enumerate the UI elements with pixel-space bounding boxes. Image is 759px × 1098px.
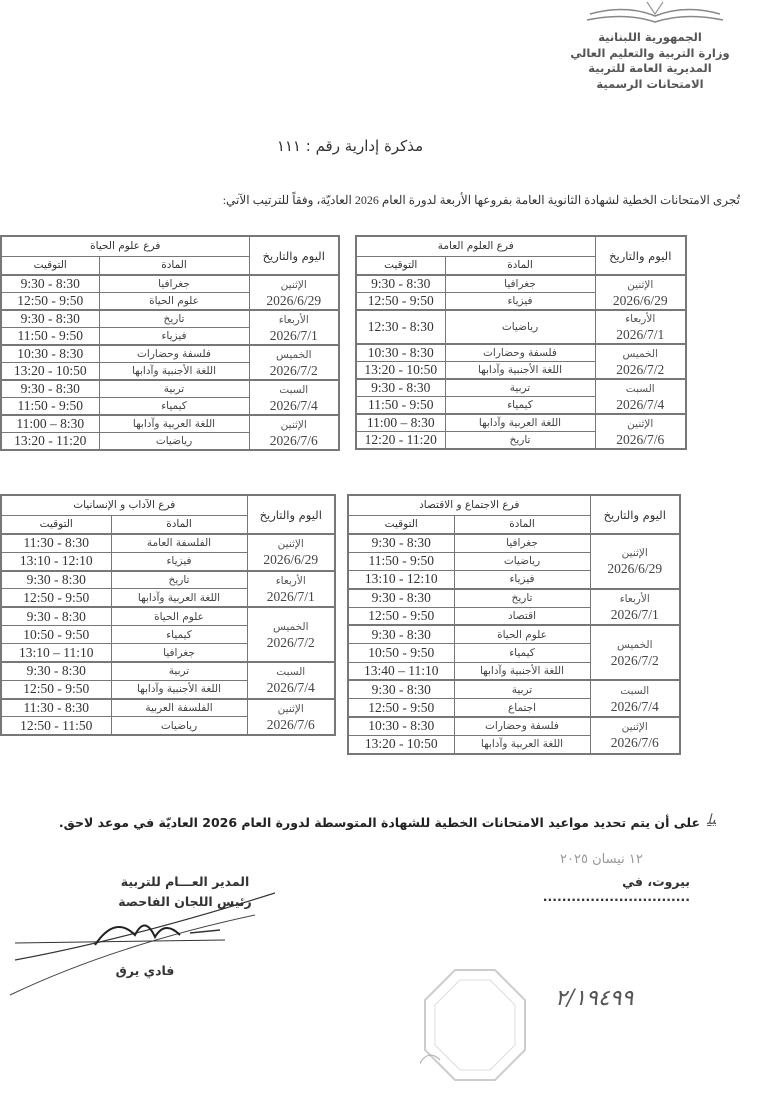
day-date-cell	[595, 379, 686, 414]
day-date-cell	[249, 415, 339, 450]
day-name: الخميس	[622, 347, 659, 360]
time-cell: 10:30 - 8:30	[348, 717, 454, 735]
time-cell: 9:30 - 8:30	[1, 275, 99, 293]
subject-cell: فلسفة وحضارات	[454, 717, 590, 735]
time-cell: 9:30 - 8:30	[1, 571, 111, 589]
schedule-table-literature-humanities	[0, 494, 336, 736]
subject-cell: تاريخ	[99, 310, 249, 328]
exam-date: 2026/6/29	[612, 292, 668, 308]
time-cell: 9:30 - 8:30	[348, 534, 454, 552]
time-cell: 12:20 - 11:20	[356, 432, 445, 450]
subject-cell: تربية	[111, 662, 247, 680]
table-row	[348, 717, 680, 735]
day-name: الإثنين	[277, 538, 304, 551]
time-cell: 11:00 – 8:30	[1, 415, 99, 433]
table-row	[356, 344, 686, 362]
subject-cell: اللغة الأجنبية وآدابها	[454, 662, 590, 680]
official-seal-icon	[420, 965, 530, 1085]
time-cell: 9:30 - 8:30	[1, 310, 99, 328]
subject-cell: الفلسفة العربية	[111, 699, 247, 717]
day-name: الإثنين	[277, 702, 304, 715]
time-cell: 12:50 - 11:50	[1, 717, 111, 735]
time-cell: 12:50 - 9:50	[348, 699, 454, 717]
branch-header: فرع العلوم العامة	[356, 236, 595, 256]
subject-cell: اقتصاد	[454, 607, 590, 625]
time-cell: 9:30 - 8:30	[348, 589, 454, 607]
subject-cell: تربية	[99, 380, 249, 398]
ministry-header	[560, 30, 740, 92]
subject-cell: رياضيات	[454, 552, 590, 570]
subject-cell: فلسفة وحضارات	[445, 344, 595, 362]
subject-cell: اللغة العربية وآدابها	[445, 414, 595, 432]
subject-cell: تربية	[454, 680, 590, 698]
subject-cell: اللغة الأجنبية وآدابها	[445, 362, 595, 380]
table-row	[1, 275, 339, 293]
day-date-cell	[249, 380, 339, 415]
time-cell: 9:30 - 8:30	[356, 275, 445, 293]
time-column-header: التوقيت	[356, 256, 445, 275]
day-date-cell	[590, 589, 680, 626]
time-cell: 9:30 - 8:30	[1, 662, 111, 680]
signatory-title-1: المدير العـــام للتربية	[120, 874, 250, 889]
day-date-cell	[595, 344, 686, 379]
day-date-cell	[590, 717, 680, 754]
time-cell: 12:50 - 9:50	[356, 293, 445, 311]
day-date-cell	[595, 275, 686, 310]
time-cell: 11:50 - 9:50	[348, 552, 454, 570]
day-date-cell	[595, 310, 686, 344]
day-name: الأربعاء	[275, 574, 306, 587]
table-row	[1, 699, 335, 717]
exam-date: 2026/7/4	[269, 397, 318, 413]
subject-column-header: المادة	[111, 515, 247, 534]
ministry-line-3: المديرية العامة للتربية	[588, 61, 712, 75]
time-cell: 12:30 - 8:30	[356, 310, 445, 344]
subject-cell: تاريخ	[454, 589, 590, 607]
time-cell: 9:30 - 8:30	[1, 380, 99, 398]
exam-date: 2026/7/2	[269, 362, 318, 378]
table-row	[1, 607, 335, 625]
subject-cell: رياضيات	[99, 433, 249, 451]
signatory-title-2: رئيس اللجان الفاحصة	[118, 894, 252, 909]
subject-cell: تاريخ	[445, 432, 595, 450]
day-date-cell	[249, 345, 339, 380]
subject-cell: كيمياء	[454, 644, 590, 662]
date-column-header: اليوم والتاريخ	[590, 495, 680, 534]
time-cell: 13:20 - 11:20	[1, 433, 99, 451]
time-cell: 9:30 - 8:30	[356, 379, 445, 397]
exam-date: 2026/7/4	[610, 698, 659, 714]
time-cell: 9:30 - 8:30	[348, 625, 454, 643]
exam-date: 2026/7/6	[266, 716, 315, 732]
table-row	[1, 571, 335, 589]
subject-cell: فيزياء	[99, 328, 249, 346]
table-row	[1, 380, 339, 398]
table-row	[1, 662, 335, 680]
exam-date: 2026/7/2	[266, 634, 315, 650]
subject-cell: كيمياء	[111, 625, 247, 643]
time-cell: 11:30 - 8:30	[1, 699, 111, 717]
day-name: الخميس	[616, 638, 653, 651]
time-cell: 10:50 - 9:50	[348, 644, 454, 662]
day-name: الإثنين	[621, 721, 648, 734]
exam-date: 2026/7/6	[610, 735, 659, 751]
subject-cell: تاريخ	[111, 571, 247, 589]
subject-cell: جغرافيا	[99, 275, 249, 293]
time-cell: 12:50 - 9:50	[1, 680, 111, 698]
exam-date: 2026/7/1	[616, 327, 665, 343]
day-date-cell	[247, 699, 335, 736]
initials-mark: ﺒﻠ	[707, 812, 716, 828]
subject-cell: اللغة العربية وآدابها	[454, 735, 590, 753]
ministry-logo-icon	[585, 0, 725, 24]
branch-header: فرع علوم الحياة	[1, 236, 249, 256]
subject-cell: فلسفة وحضارات	[99, 345, 249, 363]
day-date-cell	[247, 662, 335, 699]
time-cell: 12:50 - 9:50	[1, 293, 99, 311]
time-cell: 10:30 - 8:30	[356, 344, 445, 362]
time-column-header: التوقيت	[348, 515, 454, 534]
date-column-header: اليوم والتاريخ	[247, 495, 335, 534]
day-name: الأربعاء	[619, 593, 650, 606]
table-row	[356, 414, 686, 432]
table-row	[1, 310, 339, 328]
schedule-table-general-sciences	[355, 235, 687, 450]
day-date-cell	[249, 310, 339, 345]
place-date-line: بيروت، في ...............................	[542, 874, 690, 904]
time-cell: 11:30 - 8:30	[1, 534, 111, 552]
footer-note: على أن يتم تحديد مواعيد الامتحانات الخطية للشهادة المتوسطة لدورة العام 2026 العاديّة في موعد لاحق.	[58, 815, 700, 830]
table-row	[1, 534, 335, 552]
day-date-cell	[590, 625, 680, 680]
table-row	[348, 589, 680, 607]
time-cell: 13:40 – 11:10	[348, 662, 454, 680]
day-name: السبت	[620, 684, 650, 697]
time-cell: 13:20 - 10:50	[356, 362, 445, 380]
subject-column-header: المادة	[99, 256, 249, 275]
table-row	[1, 345, 339, 363]
subject-cell: جغرافيا	[445, 275, 595, 293]
date-column-header: اليوم والتاريخ	[249, 236, 339, 275]
subject-cell: كيمياء	[99, 398, 249, 416]
table-row	[348, 625, 680, 643]
reference-number: ٢/١٩٤٩٩	[555, 986, 634, 1011]
subject-cell: اللغة العربية وآدابها	[111, 589, 247, 607]
day-name: الإثنين	[627, 278, 654, 291]
subject-cell: اجتماع	[454, 699, 590, 717]
day-name: الإثنين	[627, 417, 654, 430]
subject-cell: اللغة الأجنبية وآدابها	[111, 680, 247, 698]
subject-cell: كيمياء	[445, 397, 595, 415]
day-name: الأربعاء	[278, 313, 309, 326]
day-name: الخميس	[272, 620, 309, 633]
day-name: الإثنين	[280, 278, 307, 291]
time-cell: 13:20 - 10:50	[348, 735, 454, 753]
subject-cell: رياضيات	[111, 717, 247, 735]
time-cell: 10:30 - 8:30	[1, 345, 99, 363]
time-cell: 11:50 - 9:50	[356, 397, 445, 415]
time-column-header: التوقيت	[1, 256, 99, 275]
signatory-name: فادي يرق	[115, 963, 175, 978]
table-row	[348, 680, 680, 698]
day-date-cell	[247, 607, 335, 662]
subject-cell: تربية	[445, 379, 595, 397]
day-date-cell	[590, 680, 680, 717]
table-row	[356, 275, 686, 293]
time-cell: 11:50 - 9:50	[1, 328, 99, 346]
day-date-cell	[595, 414, 686, 449]
signature-icon	[5, 885, 275, 1000]
day-name: الإثنين	[621, 547, 648, 560]
subject-cell: جغرافيا	[454, 534, 590, 552]
table-row	[356, 379, 686, 397]
subject-cell: علوم الحياة	[454, 625, 590, 643]
table-row	[348, 534, 680, 552]
time-cell: 13:20 - 10:50	[1, 363, 99, 381]
exam-date: 2026/7/1	[610, 607, 659, 623]
day-name: السبت	[625, 382, 655, 395]
subject-cell: الفلسفة العامة	[111, 534, 247, 552]
table-row	[356, 310, 686, 344]
subject-cell: رياضيات	[445, 310, 595, 344]
day-name: الأربعاء	[625, 313, 656, 326]
subject-cell: علوم الحياة	[111, 607, 247, 625]
exam-date: 2026/6/29	[607, 561, 663, 577]
day-name: السبت	[276, 666, 306, 679]
exam-date: 2026/7/1	[266, 588, 315, 604]
branch-header: فرع الآداب و الإنسانيات	[1, 495, 247, 515]
exam-date: 2026/7/6	[269, 432, 318, 448]
schedule-table-life-sciences	[0, 235, 340, 451]
day-name: السبت	[279, 383, 309, 396]
exam-date: 2026/6/29	[263, 552, 319, 568]
time-column-header: التوقيت	[1, 515, 111, 534]
subject-cell: اللغة العربية وآدابها	[99, 415, 249, 433]
subject-column-header: المادة	[454, 515, 590, 534]
ministry-line-1: الجمهورية اللبنانية	[598, 30, 702, 44]
day-date-cell	[590, 534, 680, 589]
time-cell: 9:30 - 8:30	[348, 680, 454, 698]
time-cell: 10:50 - 9:50	[1, 625, 111, 643]
time-cell: 9:30 - 8:30	[1, 607, 111, 625]
exam-date: 2026/6/29	[266, 292, 322, 308]
ministry-line-4: الامتحانات الرسمية	[596, 76, 704, 91]
exam-date: 2026/7/4	[616, 396, 665, 412]
branch-header: فرع الاجتماع و الاقتصاد	[348, 495, 590, 515]
day-name: الإثنين	[280, 418, 307, 431]
schedule-table-sociology-economics	[347, 494, 681, 755]
day-date-cell	[247, 534, 335, 571]
time-cell: 11:50 - 9:50	[1, 398, 99, 416]
time-cell: 13:10 - 12:10	[1, 552, 111, 570]
day-date-cell	[247, 571, 335, 608]
date-column-header: اليوم والتاريخ	[595, 236, 686, 275]
memo-title: مذكرة إدارية رقم : ١١١	[276, 137, 424, 155]
day-name: الخميس	[275, 348, 312, 361]
subject-column-header: المادة	[445, 256, 595, 275]
subject-cell: جغرافيا	[111, 644, 247, 662]
subject-cell: فيزياء	[111, 552, 247, 570]
ministry-line-2: وزارة التربية والتعليم العالي	[570, 45, 730, 60]
time-cell: 12:50 - 9:50	[1, 589, 111, 607]
intro-paragraph: تُجرى الامتحانات الخطية لشهادة الثانوية العامة بفروعها الأربعة لدورة العام 2026 العاديّة، وفقاً للترتيب الآتي:	[222, 193, 740, 207]
time-cell: 12:50 - 9:50	[348, 607, 454, 625]
exam-date: 2026/7/2	[610, 652, 659, 668]
subject-cell: اللغة الأجنبية وآدابها	[99, 363, 249, 381]
subject-cell: فيزياء	[454, 571, 590, 589]
subject-cell: علوم الحياة	[99, 293, 249, 311]
time-cell: 13:10 – 11:10	[1, 644, 111, 662]
table-row	[1, 415, 339, 433]
exam-date: 2026/7/2	[616, 361, 665, 377]
stamp-date: ١٢ نيسان ٢٠٢٥	[560, 852, 643, 867]
exam-date: 2026/7/4	[266, 680, 315, 696]
exam-date: 2026/7/6	[616, 431, 665, 447]
day-date-cell	[249, 275, 339, 310]
exam-date: 2026/7/1	[269, 327, 318, 343]
time-cell: 13:10 - 12:10	[348, 571, 454, 589]
subject-cell: فيزياء	[445, 293, 595, 311]
time-cell: 11:00 – 8:30	[356, 414, 445, 432]
